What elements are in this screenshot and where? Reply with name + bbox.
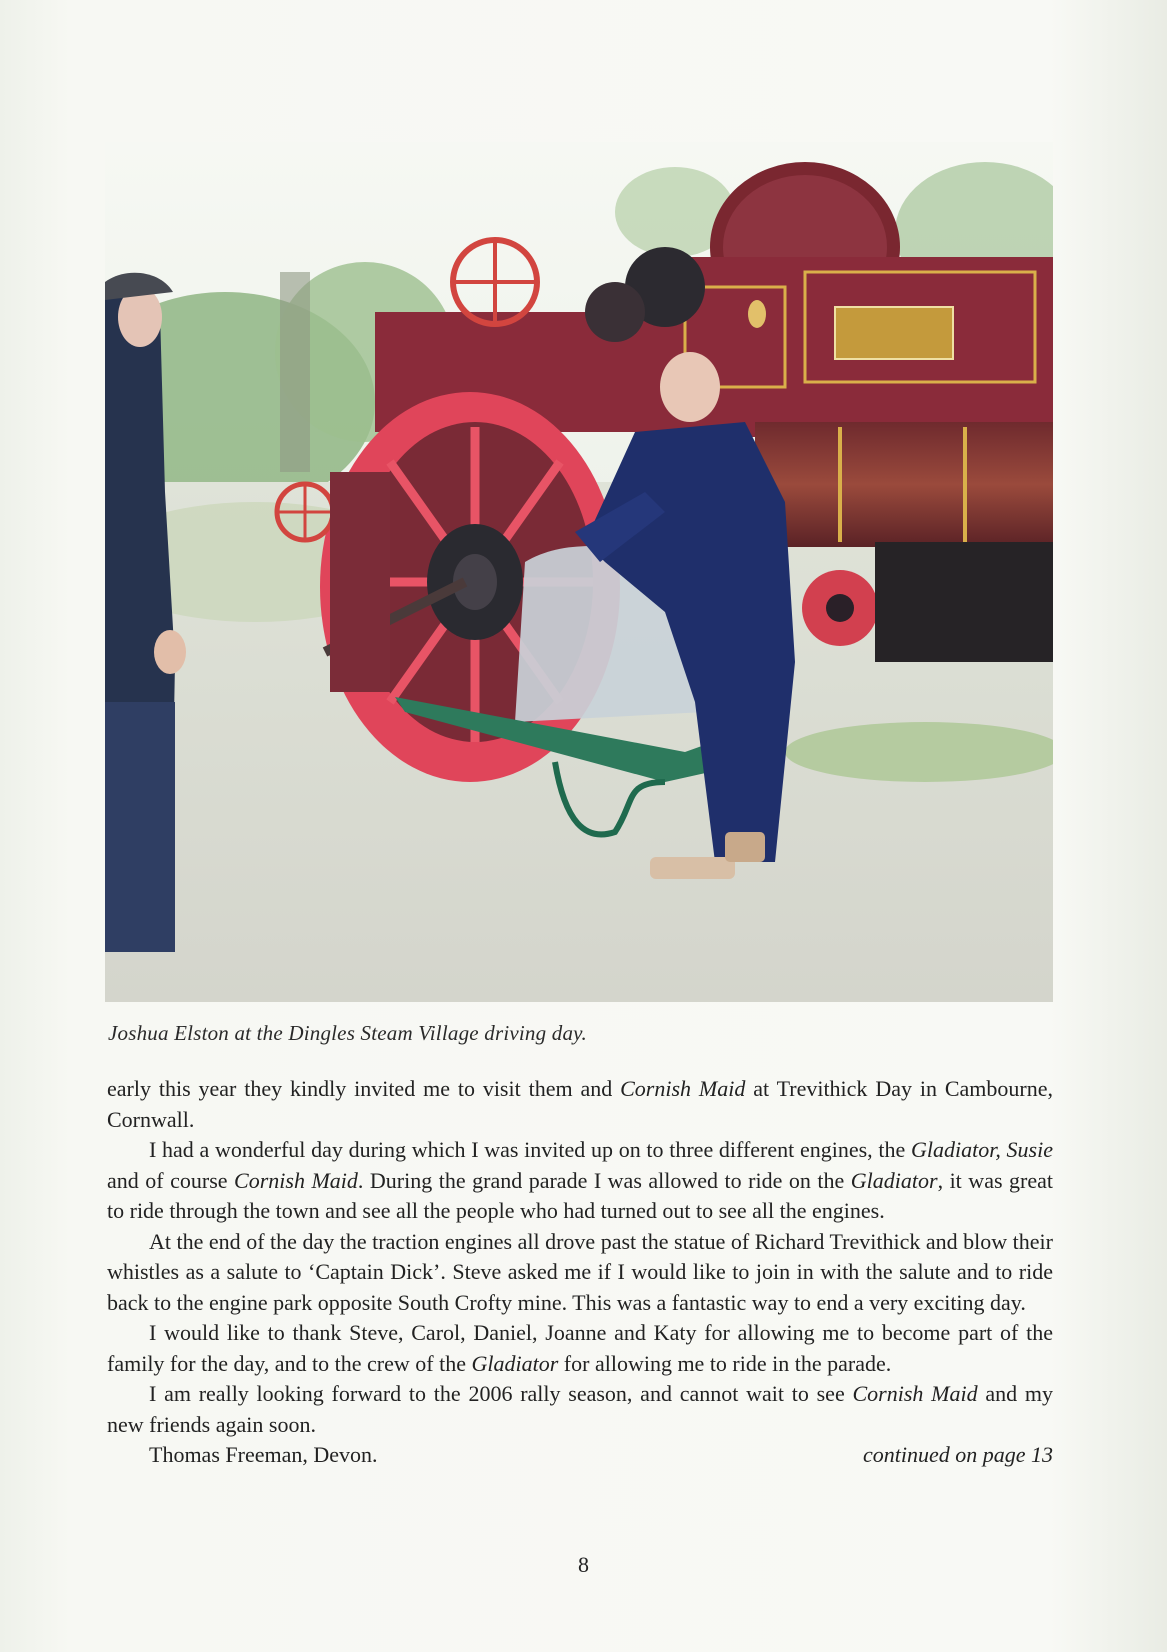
paragraph-5 [107,1379,1053,1440]
author-signature: Thomas Freeman, Devon. [149,1442,378,1467]
p2-italic-gladiator-susie: Gladiator, Susie [910,1137,1053,1162]
paragraph-3: At the end of the day the traction engines all drove past the statue of Richard Trevithick and blow their whistles as a salute to ‘Captain Dick’. Steve asked me if I would like to join in with the salute and to ride back to the engine park opposite South Crofty mine. This was a fantastic way to end a very exciting day. [107,1228,1053,1315]
p5-text-c: and my new friends again soon. [107,1381,1053,1437]
photo-illustration [105,142,1053,1002]
signature-row [107,1440,1053,1471]
p5-italic-cornish-maid: Cornish Maid [852,1381,978,1406]
page-number: 8 [578,1552,589,1577]
p2-italic-cornish-maid: Cornish Maid [234,1167,358,1193]
paragraph-2 [107,1135,1053,1227]
photo-caption: Joshua Elston at the Dingles Steam Village driving day. [108,1021,587,1045]
p4-text-a: I would like to thank Steve, Carol, Daniel, Joanne and Katy for allowing me to become part of the family for the day, and to the crew of the [107,1320,1053,1376]
paragraph-4 [107,1318,1053,1379]
p2-italic-gladiator: Gladiator [850,1167,938,1193]
paragraph-1 [107,1074,1053,1135]
article-body [107,1074,1053,1471]
p4-italic-gladiator: Gladiator [471,1350,559,1376]
p1-text-c: at Trevithick Day in Cambourne, Cornwall. [107,1076,1053,1132]
traction-engine-photo [105,142,1053,1002]
p2-text-g: , it was great to ride through the town and see all the people who had turned out to see all the engines. [107,1167,1053,1223]
p5-text-a: I am really looking forward to the 2006 rally season, and cannot wait to see [149,1381,853,1406]
p2-text-c: and of course [107,1167,235,1193]
p2-text-a: I had a wonderful day during which I was invited up on to three different engines, the [149,1137,911,1162]
continued-link: continued on page 13 [862,1442,1053,1467]
p4-text-c: for allowing me to ride in the parade. [558,1350,892,1376]
p1-text-a: early this year they kindly invited me to visit them and [107,1076,621,1101]
p1-italic-cornish-maid: Cornish Maid [620,1076,746,1101]
p2-text-e: . During the grand parade I was allowed to ride on the [357,1167,851,1193]
